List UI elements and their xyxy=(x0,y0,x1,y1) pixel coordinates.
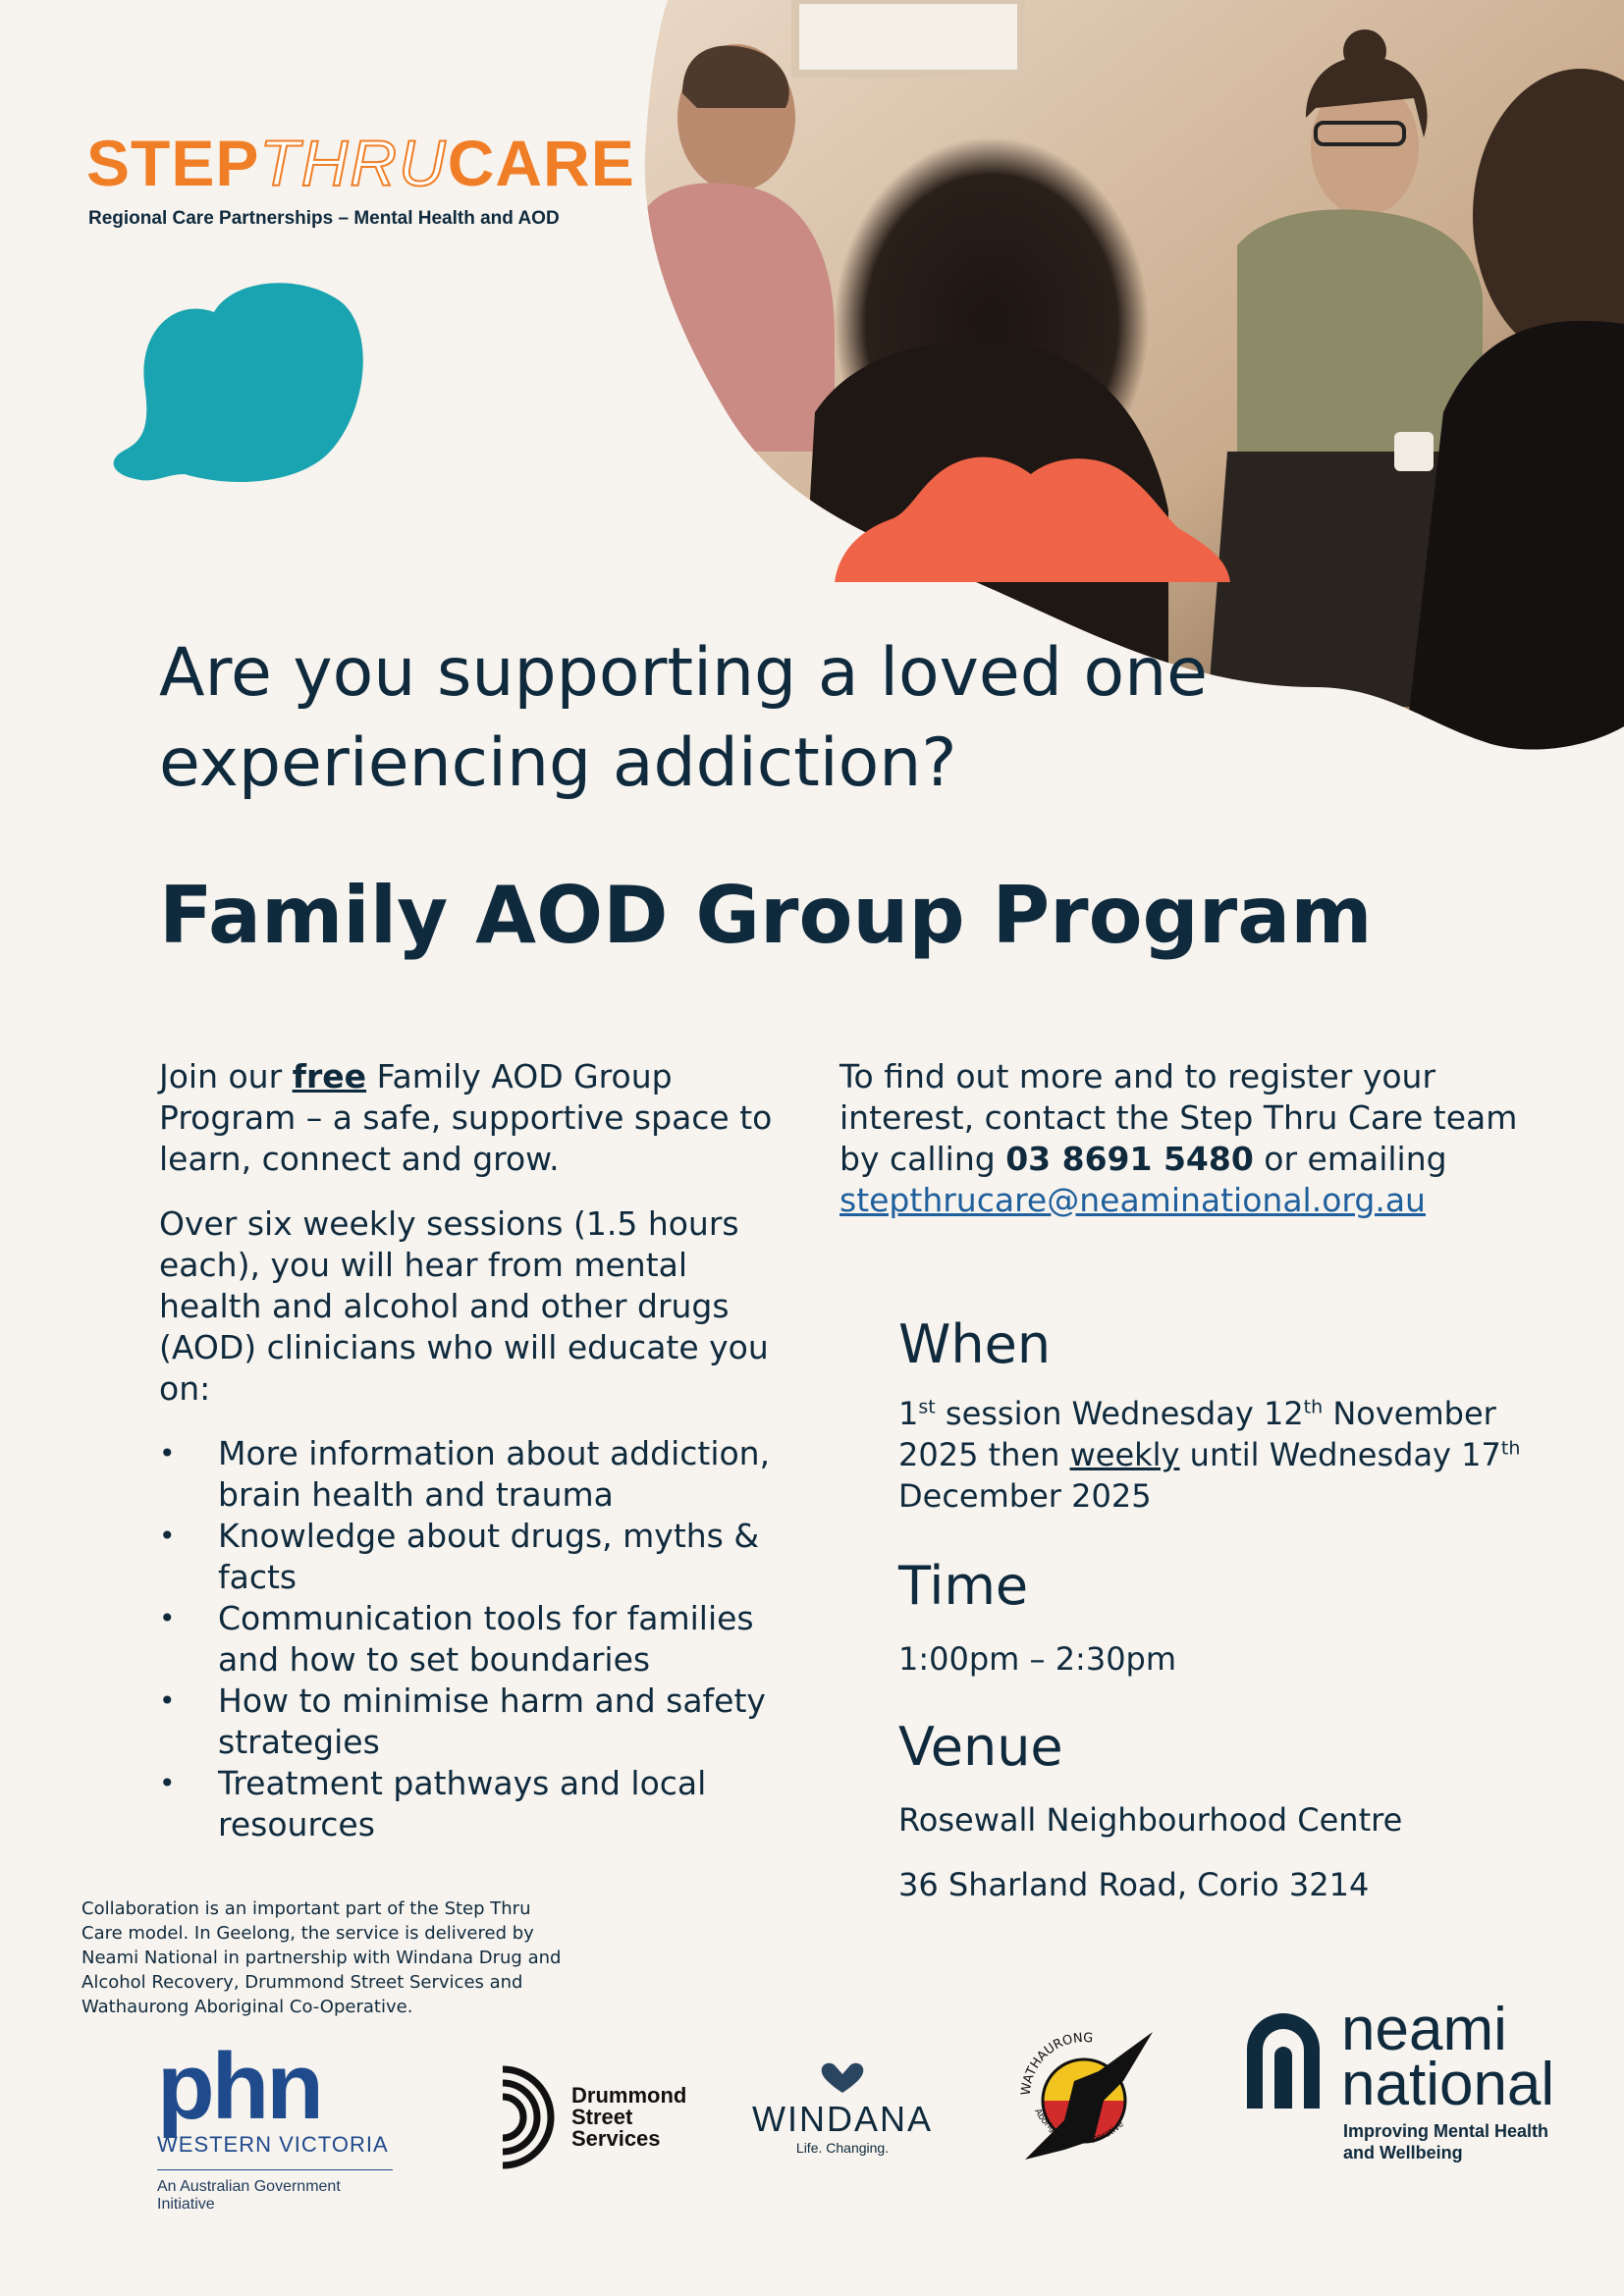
neami-tagline xyxy=(1343,2120,1554,2163)
neami-arch-icon xyxy=(1241,2006,1326,2112)
logo-tagline: Regional Care Partnerships – Mental Health and AOD xyxy=(88,208,560,229)
program-title: Family AOD Group Program xyxy=(159,870,1373,961)
venue-name: Rosewall Neighbourhood Centre xyxy=(898,1801,1403,1839)
time-value: 1:00pm – 2:30pm xyxy=(898,1640,1177,1678)
when-text: 1 xyxy=(898,1395,919,1432)
logo-care: CARE xyxy=(447,127,635,199)
list-item: • Communication tools for families and how to set boundaries xyxy=(159,1598,797,1681)
phn-government: An Australian Government Initiative xyxy=(157,2169,393,2214)
stepthrucare-logo xyxy=(86,126,635,200)
when-text: session Wednesday 12 xyxy=(935,1395,1304,1432)
neami-national-logo xyxy=(1241,1996,1555,2163)
list-item: • How to minimise harm and safety strategies xyxy=(159,1681,797,1763)
drummond-arcs-icon xyxy=(499,2065,558,2169)
logo-thru: THRU xyxy=(259,127,448,199)
list-item: • Knowledge about drugs, myths & facts xyxy=(159,1516,797,1598)
when-sup: st xyxy=(918,1396,936,1418)
contact-text-mid: or emailing xyxy=(1253,1140,1447,1178)
venue-section xyxy=(898,1716,1527,1905)
sessions-paragraph: Over six weekly sessions (1.5 hours each), you will hear from mental health and alcohol and other drugs (AOD) clinicians who will educate you on: xyxy=(159,1204,769,1408)
time-heading: Time xyxy=(898,1555,1029,1617)
topics-list xyxy=(159,1433,797,1845)
coral-mound-shape xyxy=(835,450,1233,587)
headline-line-1: Are you supporting a loved one xyxy=(159,634,1209,712)
drummond-text xyxy=(571,2085,686,2150)
when-section xyxy=(898,1313,1527,1517)
list-item: • More information about addiction, brain health and trauma xyxy=(159,1433,797,1516)
collaboration-note: Collaboration is an important part of the Step Thru Care model. In Geelong, the service is delivered by Neami National in partnership with Windana Drug and Alcohol Recovery, Drummond Street Services and Wathaurong Aboriginal Co-Operative. xyxy=(81,1898,562,2017)
program-description xyxy=(159,1056,797,1845)
when-text: November 2025 then xyxy=(898,1395,1496,1473)
phn-logo xyxy=(157,2034,393,2214)
when-sup: th xyxy=(1500,1437,1521,1460)
drummond-line: Drummond xyxy=(571,2083,687,2108)
when-heading: When xyxy=(898,1313,1052,1375)
national-wordmark: national xyxy=(1341,2051,1555,2118)
email-link[interactable]: stepthrucare@neaminational.org.au xyxy=(839,1181,1426,1219)
windana-tagline: Life. Changing. xyxy=(795,2140,890,2156)
neami-tagline-line: and Wellbeing xyxy=(1343,2143,1463,2163)
intro-text-after: Family AOD Group Program – a safe, supportive space to learn, connect and grow. xyxy=(159,1057,773,1178)
contact-text: To find out more and to register your interest, contact the Step Thru Care team by calling xyxy=(839,1057,1518,1178)
venue-address: 36 Sharland Road, Corio 3214 xyxy=(898,1866,1370,1903)
contact-block xyxy=(839,1056,1527,1221)
free-emphasis: free xyxy=(292,1057,367,1095)
wathaurong-logo xyxy=(1005,2012,1163,2173)
phone-number[interactable]: 03 8691 5480 xyxy=(1005,1140,1254,1178)
headline xyxy=(159,628,1239,809)
neami-tagline-line: Improving Mental Health xyxy=(1343,2121,1549,2141)
neami-wordmark: neami xyxy=(1341,1996,1507,2063)
wathaurong-top-text: WATHAURONG xyxy=(1018,2030,1094,2097)
drummond-line: Services xyxy=(571,2126,661,2151)
phn-wordmark: phn xyxy=(157,2034,321,2139)
when-sup: th xyxy=(1303,1396,1324,1418)
teal-leaf-shape xyxy=(106,273,371,489)
list-item: • Treatment pathways and local resources xyxy=(159,1763,797,1845)
windana-logo xyxy=(752,2061,933,2156)
weekly-emphasis: weekly xyxy=(1069,1436,1180,1473)
windana-wordmark: WINDANA xyxy=(752,2099,933,2139)
windana-heart-icon xyxy=(818,2061,867,2095)
logo-step: STEP xyxy=(86,127,260,199)
headline-line-2: experiencing addiction? xyxy=(159,724,957,802)
when-text: December 2025 xyxy=(898,1477,1152,1515)
drummond-street-logo xyxy=(499,2065,686,2169)
intro-paragraph xyxy=(159,1056,797,1180)
wathaurong-bottom-text: Aboriginal Co-Operative xyxy=(1032,2107,1126,2146)
phn-region: WESTERN VICTORIA xyxy=(157,2132,389,2157)
intro-text-before: Join our xyxy=(159,1057,293,1095)
wathaurong-emblem-icon xyxy=(1005,2012,1163,2169)
venue-heading: Venue xyxy=(898,1716,1063,1778)
when-details xyxy=(898,1393,1527,1517)
when-text: until Wednesday 17 xyxy=(1179,1436,1501,1473)
time-section xyxy=(898,1555,1527,1680)
drummond-line: Street xyxy=(571,2105,633,2129)
